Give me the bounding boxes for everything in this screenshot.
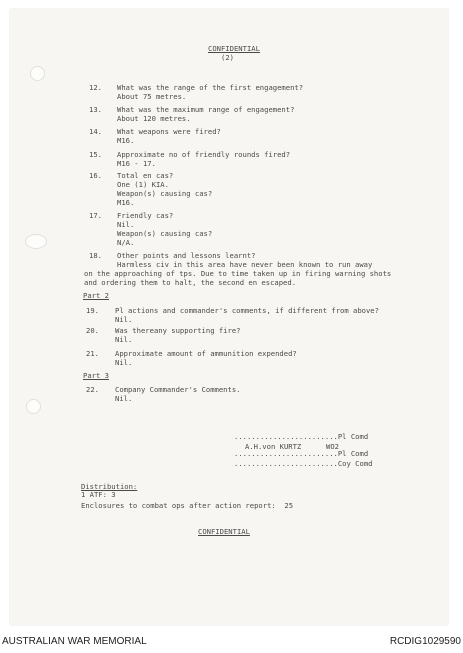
part-3-heading: Part 3 [83, 371, 109, 380]
item-answer: Nil. [115, 315, 133, 324]
item-answer: M16 - 17. [117, 159, 156, 168]
signature-line-coy-comd: ........................Coy Comd [234, 459, 373, 468]
item-question: Pl actions and commander's comments, if different from above? [115, 306, 379, 315]
item-number: 12. [89, 83, 102, 92]
item-number: 16. [89, 171, 102, 180]
item-number: 19. [86, 306, 99, 315]
distribution-heading: Distribution: [81, 482, 138, 491]
punch-hole [25, 234, 47, 249]
part-2-heading: Part 2 [83, 291, 109, 300]
item-answer: Weapon(s) causing cas? [117, 189, 213, 198]
item-answer: Nil. [117, 220, 135, 229]
item-question: Company Commander's Comments. [115, 385, 241, 394]
item-number: 18. [89, 251, 102, 260]
item-question: Other points and lessons learnt? [117, 251, 256, 260]
item-number: 13. [89, 105, 102, 114]
item-number: 20. [86, 326, 99, 335]
item-question: What weapons were fired? [117, 127, 221, 136]
item-question: Approximate no of friendly rounds fired? [117, 150, 291, 159]
item-answer: M16. [117, 198, 135, 207]
signature-line-pl-comd: ........................Pl Comd [234, 432, 369, 441]
item-answer: Harmless civ in this area have never been known to run away [117, 260, 373, 269]
item-question: Total en cas? [117, 171, 174, 180]
item-answer: Nil. [115, 358, 133, 367]
punch-hole [26, 399, 41, 414]
item-number: 21. [86, 349, 99, 358]
item-answer: One (1) KIA. [117, 180, 169, 189]
item-answer: and ordering them to halt, the second en escaped. [84, 278, 297, 287]
item-answer: on the approaching of tps. Due to time taken up in firing warning shots [84, 269, 392, 278]
item-answer: Weapon(s) causing cas? [117, 229, 213, 238]
document-page [10, 9, 448, 625]
item-question: What was the maximum range of engagement? [117, 105, 295, 114]
item-answer: Nil. [115, 394, 133, 403]
item-answer: About 120 metres. [117, 114, 191, 123]
signatory-rank: WO2 [326, 442, 339, 451]
punch-hole [30, 66, 45, 81]
item-answer: N/A. [117, 238, 135, 247]
item-number: 14. [89, 127, 102, 136]
item-question: Friendly cas? [117, 211, 174, 220]
item-question: Approximate amount of ammunition expended? [115, 349, 297, 358]
distribution-enclosures: Enclosures to combat ops after action report: 25 [81, 501, 294, 510]
archive-footer [0, 632, 463, 653]
signatory-name: A.H.von KURTZ [245, 442, 302, 451]
distribution-atf: 1 ATF: 3 [81, 490, 116, 499]
item-number: 15. [89, 150, 102, 159]
item-answer: Nil. [115, 335, 133, 344]
item-question: What was the range of the first engagement? [117, 83, 304, 92]
page-number: (2) [221, 53, 234, 62]
archive-name: AUSTRALIAN WAR MEMORIAL [2, 636, 147, 647]
item-number: 22. [86, 385, 99, 394]
header-classification: CONFIDENTIAL [208, 44, 260, 53]
footer-classification: CONFIDENTIAL [198, 527, 250, 536]
item-answer: About 75 metres. [117, 92, 187, 101]
item-question: Was thereany supporting fire? [115, 326, 241, 335]
signature-line-pl-comd: ........................Pl Comd [234, 449, 369, 458]
item-number: 17. [89, 211, 102, 220]
archive-reference: RCDIG1029590 [389, 636, 461, 647]
item-answer: M16. [117, 136, 135, 145]
